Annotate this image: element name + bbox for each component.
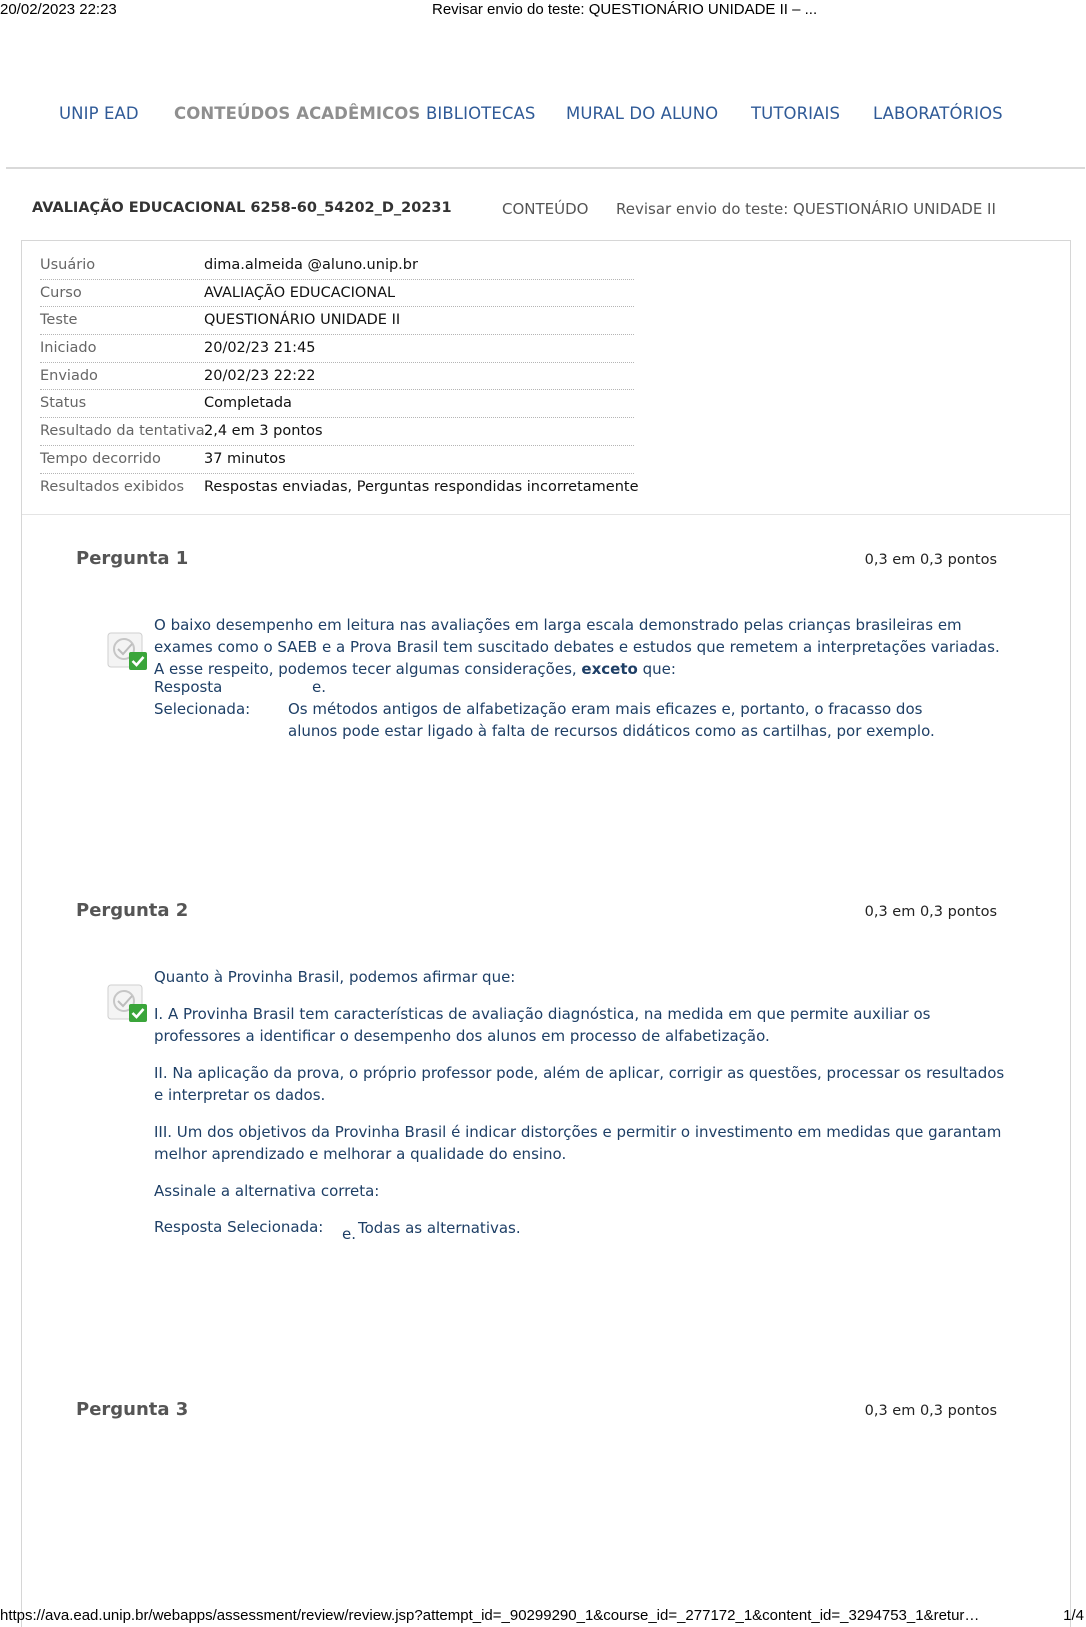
question-statement-2: II. Na aplicação da prova, o próprio professor pode, além de aplicar, corrigir as questões, processar os resultados e interpretar os dados. (154, 1064, 1005, 1104)
nav-conteudos-academicos[interactable]: CONTEÚDOS ACADÊMICOS (174, 104, 421, 123)
question-title: Pergunta 2 (76, 900, 189, 921)
summary-value: 20/02/23 21:45 (204, 340, 316, 357)
nav-laboratorios[interactable]: LABORATÓRIOS (873, 104, 1003, 123)
question-score: 0,3 em 0,3 pontos (864, 904, 997, 920)
summary-row-tempo (40, 446, 634, 474)
breadcrumb-current-page: Revisar envio do teste: QUESTIONÁRIO UNIDADE II (616, 200, 996, 218)
attempt-summary-table (40, 252, 639, 501)
question-1 (22, 548, 1070, 808)
summary-value: Respostas enviadas, Perguntas respondidas incorretamente (204, 478, 639, 495)
summary-label: Status (40, 395, 87, 412)
correct-answer-icon (107, 984, 149, 1024)
selected-answer-text: Todas as alternativas. (358, 1219, 521, 1237)
summary-label: Enviado (40, 367, 98, 384)
summary-row-enviado (40, 363, 634, 391)
answer-label-line-2: Selecionada: (154, 700, 251, 718)
question-title: Pergunta 3 (76, 1399, 189, 1420)
question-3 (22, 1399, 1070, 1439)
summary-row-teste (40, 307, 634, 335)
summary-row-curso (40, 280, 634, 308)
question-statement-3: III. Um dos objetivos da Provinha Brasil é indicar distorções e permitir o investimento em medidas que garantam melhor aprendizado e melhorar a qualidade do ensino. (154, 1123, 1002, 1163)
summary-value: 20/02/23 22:22 (204, 367, 316, 384)
question-text-part: que: (637, 660, 676, 678)
summary-row-iniciado (40, 335, 634, 363)
print-url: https://ava.ead.unip.br/webapps/assessment/review/review.jsp?attempt_id=_90299290_1&course_id=_277172_1&content_id=_3294753_1&retur… (0, 1607, 980, 1624)
question-text-emphasis: exceto (581, 660, 638, 678)
summary-label: Teste (40, 312, 78, 329)
print-page-title: Revisar envio do teste: QUESTIONÁRIO UNIDADE II – ... (432, 1, 818, 18)
answer-letter: e. (312, 678, 326, 696)
summary-value: AVALIAÇÃO EDUCACIONAL (204, 284, 396, 301)
answer-label: Resposta (154, 678, 223, 696)
correct-answer-icon (107, 632, 149, 672)
top-navigation (0, 104, 1086, 134)
nav-mural-do-aluno[interactable]: MURAL DO ALUNO (566, 104, 719, 123)
nav-tutoriais[interactable]: TUTORIAIS (751, 104, 841, 123)
question-text (154, 614, 1014, 680)
question-prompt: Assinale a alternativa correta: (154, 1182, 380, 1200)
summary-value: 2,4 em 3 pontos (204, 423, 323, 440)
summary-value: dima.almeida @aluno.unip.br (204, 257, 418, 273)
breadcrumb (32, 200, 1072, 222)
summary-row-usuario (40, 252, 634, 280)
question-intro: Quanto à Provinha Brasil, podemos afirmar que: (154, 968, 516, 986)
answer-label: Resposta Selecionada: (154, 1218, 324, 1236)
breadcrumb-content[interactable]: CONTEÚDO (502, 200, 589, 218)
selected-answer-text: Os métodos antigos de alfabetização eram mais eficazes e, portanto, o fracasso dos alunos pode estar ligado à falta de recursos didáticos como as cartilhas, por exemplo. (288, 700, 935, 740)
summary-value: QUESTIONÁRIO UNIDADE II (204, 312, 401, 329)
summary-label: Resultados exibidos (40, 478, 185, 495)
answer-letter: e. (342, 1225, 356, 1243)
summary-divider (22, 514, 1070, 515)
nav-bibliotecas[interactable]: BIBLIOTECAS (426, 104, 536, 123)
question-score: 0,3 em 0,3 pontos (864, 1403, 997, 1419)
summary-value: 37 minutos (204, 450, 286, 467)
summary-label: Usuário (40, 257, 96, 273)
summary-value: Completada (204, 395, 292, 412)
question-text-part: O baixo desempenho em leitura nas avaliações em larga escala demonstrado pelas crianças brasileiras em exames como o SAEB e a Prova Brasil tem suscitado debates e estudos que remetem a interpretações variadas. A esse respeito, podemos tecer algumas considerações, (154, 616, 1000, 678)
nav-divider (6, 167, 1085, 169)
summary-label: Resultado da tentativa (40, 423, 205, 440)
nav-unip-ead[interactable]: UNIP EAD (59, 104, 139, 123)
question-2 (22, 900, 1070, 1300)
print-footer (0, 1607, 1086, 1627)
print-datetime: 20/02/2023 22:23 (0, 1, 117, 18)
summary-label: Curso (40, 284, 82, 301)
print-page-number: 1/4 (1063, 1607, 1084, 1624)
question-title: Pergunta 1 (76, 548, 189, 569)
question-score: 0,3 em 0,3 pontos (864, 552, 997, 568)
question-statement-1: I. A Provinha Brasil tem características de avaliação diagnóstica, na medida em que permite auxiliar os professores a identificar o desempenho dos alunos em processo de alfabetização. (154, 1005, 931, 1045)
summary-row-status (40, 390, 634, 418)
print-header (0, 0, 1086, 24)
summary-label: Tempo decorrido (40, 450, 161, 467)
summary-label: Iniciado (40, 340, 97, 357)
summary-row-resultados-exibidos (40, 474, 639, 502)
question-text (154, 966, 1014, 1217)
breadcrumb-course[interactable]: AVALIAÇÃO EDUCACIONAL 6258-60_54202_D_20231 (32, 200, 452, 216)
summary-row-resultado (40, 418, 634, 446)
